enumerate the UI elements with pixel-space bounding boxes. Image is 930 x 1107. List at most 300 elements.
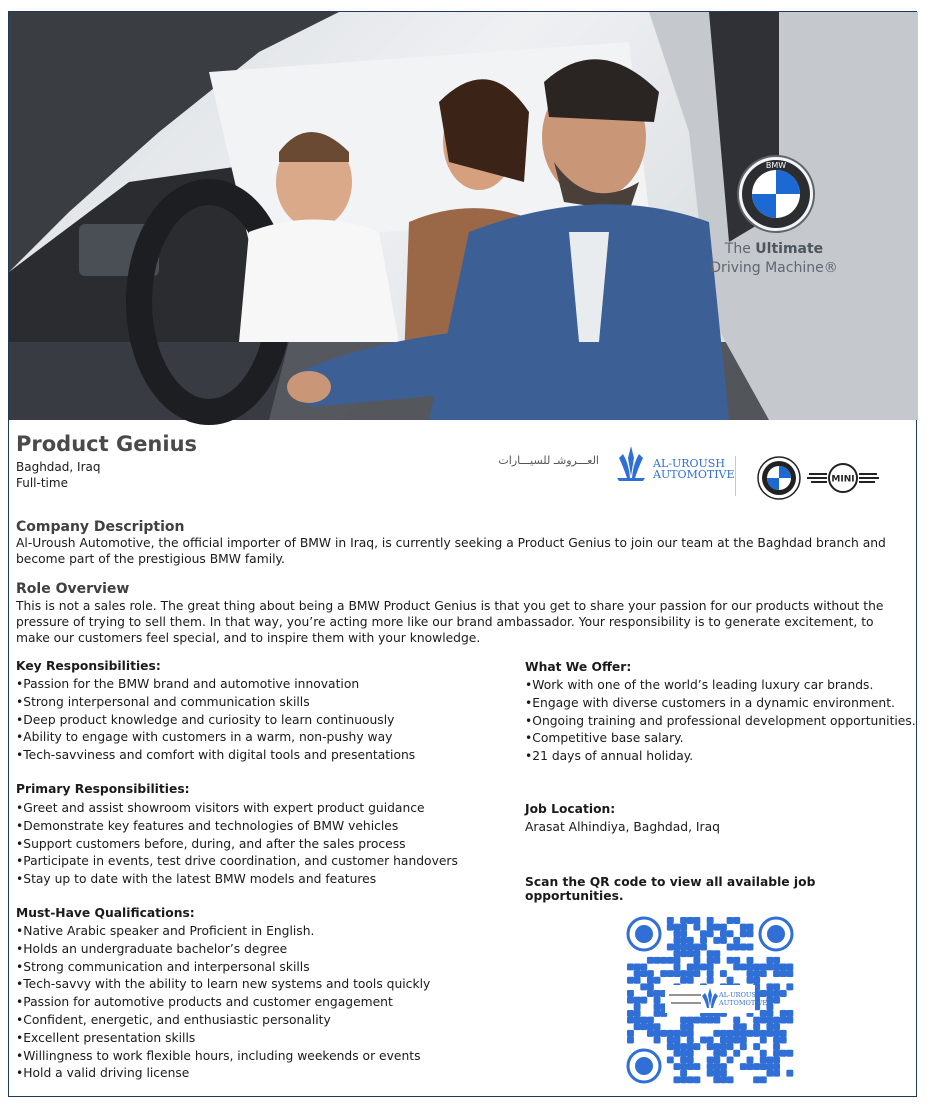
list-item: • Support customers before, during, and after the sales process xyxy=(16,836,458,854)
qr-module xyxy=(707,1037,714,1044)
qr-module xyxy=(766,1023,773,1030)
qr-module xyxy=(720,937,727,944)
qr-module xyxy=(773,1070,780,1077)
qr-module xyxy=(720,1050,727,1057)
qr-module xyxy=(680,1070,687,1077)
qr-module xyxy=(687,1043,694,1050)
qr-module xyxy=(733,1030,740,1037)
qr-module xyxy=(673,950,680,957)
qr-module xyxy=(673,944,680,951)
list-item: • Holds an undergraduate bachelor’s degree xyxy=(16,941,430,959)
company-text: Al-Uroush Automotive, the official importer of BMW in Iraq, is currently seeking a Product Genius to join our team at the Baghdad branch and become part of the prestigious BMW family. xyxy=(16,536,886,566)
qr-module xyxy=(687,1030,694,1037)
qr-module xyxy=(654,1010,661,1017)
qr-module xyxy=(740,1037,747,1044)
qr-module xyxy=(634,1017,641,1024)
primary-heading: Primary Responsibilities: xyxy=(16,782,190,796)
qr-module xyxy=(693,957,700,964)
qr-module xyxy=(647,957,654,964)
qr-module xyxy=(707,950,714,957)
list-item: • Hold a valid driving license xyxy=(16,1065,430,1083)
qr-module xyxy=(780,1037,787,1044)
svg-text:AL-UROUSH: AL-UROUSH xyxy=(719,991,762,999)
bmw-tagline: The Ultimate Driving Machine® xyxy=(710,241,838,276)
qr-module xyxy=(654,1023,661,1030)
qr-module xyxy=(680,970,687,977)
qr-module xyxy=(753,1043,760,1050)
qr-module xyxy=(713,1063,720,1070)
qr-module xyxy=(680,1043,687,1050)
qr-module xyxy=(647,977,654,984)
qr-module xyxy=(760,1037,767,1044)
qr-module xyxy=(760,1010,767,1017)
qr-module xyxy=(766,1056,773,1063)
qr-module xyxy=(766,990,773,997)
list-item: • Strong communication and interpersonal skills xyxy=(16,959,430,977)
qr-module xyxy=(707,1017,714,1024)
qr-module xyxy=(766,1010,773,1017)
list-item: • Excellent presentation skills xyxy=(16,1030,430,1048)
qr-module xyxy=(654,1003,661,1010)
qr-module xyxy=(707,970,714,977)
qr-module xyxy=(667,957,674,964)
qr-module xyxy=(647,970,654,977)
qr-module xyxy=(766,963,773,970)
qr-module xyxy=(747,977,754,984)
qr-code[interactable] xyxy=(627,917,793,1083)
qr-module xyxy=(773,1056,780,1063)
list-item: • Work with one of the world’s leading luxury car brands. xyxy=(525,677,916,695)
qr-module xyxy=(640,1023,647,1030)
qr-module xyxy=(667,1043,674,1050)
list-item: • Strong interpersonal and communication skills xyxy=(16,694,415,712)
qr-module xyxy=(753,963,760,970)
qr-module xyxy=(740,1023,747,1030)
qr-module xyxy=(773,983,780,990)
qr-module xyxy=(660,1030,667,1037)
must-list xyxy=(16,923,430,1083)
qr-module xyxy=(667,924,674,931)
qr-module xyxy=(667,1030,674,1037)
primary-list xyxy=(16,800,458,889)
list-item: • Ability to engage with customers in a warm, non-pushy way xyxy=(16,729,415,747)
posting-content xyxy=(9,420,918,1098)
qr-module xyxy=(647,1017,654,1024)
qr-module xyxy=(627,997,634,1004)
qr-module xyxy=(673,957,680,964)
qr-module xyxy=(760,1050,767,1057)
qr-module xyxy=(640,963,647,970)
qr-module xyxy=(680,1030,687,1037)
qr-module xyxy=(773,970,780,977)
qr-module xyxy=(780,1010,787,1017)
qr-module xyxy=(640,970,647,977)
qr-module xyxy=(760,1076,767,1083)
list-item: • Native Arabic speaker and Proficient in English. xyxy=(16,923,430,941)
qr-module xyxy=(687,970,694,977)
svg-text:AUTOMOTIVE: AUTOMOTIVE xyxy=(653,468,735,481)
qr-module xyxy=(766,1063,773,1070)
qr-module xyxy=(647,1030,654,1037)
hero-photo xyxy=(9,12,918,420)
qr-module xyxy=(700,963,707,970)
list-item: • Passion for automotive products and customer engagement xyxy=(16,994,430,1012)
qr-module xyxy=(733,1050,740,1057)
qr-module xyxy=(634,977,641,984)
qr-module xyxy=(786,963,793,970)
qr-module xyxy=(740,963,747,970)
qr-module xyxy=(687,963,694,970)
qr-module xyxy=(773,1063,780,1070)
qr-module xyxy=(673,963,680,970)
bmw-logo xyxy=(757,456,801,504)
qr-module xyxy=(640,1017,647,1024)
qr-module xyxy=(747,944,754,951)
qr-module xyxy=(647,1023,654,1030)
qr-module xyxy=(720,930,727,937)
qr-module xyxy=(766,997,773,1004)
qr-module xyxy=(673,937,680,944)
qr-module xyxy=(713,1017,720,1024)
qr-module xyxy=(766,1003,773,1010)
qr-module xyxy=(753,977,760,984)
qr-module xyxy=(760,970,767,977)
qr-module xyxy=(687,1023,694,1030)
qr-module xyxy=(680,917,687,924)
qr-module xyxy=(727,977,734,984)
list-item: • Willingness to work flexible hours, including weekends or events xyxy=(16,1048,430,1066)
qr-module xyxy=(753,1030,760,1037)
qr-module xyxy=(727,957,734,964)
qr-module xyxy=(747,1063,754,1070)
qr-module xyxy=(727,1076,734,1083)
qr-module xyxy=(680,930,687,937)
qr-module xyxy=(786,970,793,977)
qr-module xyxy=(740,1043,747,1050)
qr-module xyxy=(634,997,641,1004)
qr-module xyxy=(727,917,734,924)
qr-module xyxy=(773,1017,780,1024)
qr-module xyxy=(713,1070,720,1077)
qr-module xyxy=(634,970,641,977)
qr-module xyxy=(713,1043,720,1050)
job-title: Product Genius xyxy=(16,432,198,456)
qr-module xyxy=(720,1063,727,1070)
qr-module xyxy=(773,1023,780,1030)
qr-module xyxy=(673,1030,680,1037)
qr-module xyxy=(753,970,760,977)
qr-module xyxy=(707,957,714,964)
mini-logo xyxy=(807,462,879,498)
qr-module xyxy=(753,1023,760,1030)
list-item: • Participate in events, test drive coordination, and customer handovers xyxy=(16,853,458,871)
qr-module xyxy=(673,1050,680,1057)
qr-module xyxy=(760,1056,767,1063)
qr-module xyxy=(747,963,754,970)
qr-module xyxy=(707,1043,714,1050)
offer-heading: What We Offer: xyxy=(525,660,632,674)
qr-module xyxy=(720,1043,727,1050)
qr-module xyxy=(673,1037,680,1044)
qr-module xyxy=(713,924,720,931)
qr-module xyxy=(786,1010,793,1017)
qr-module xyxy=(727,1037,734,1044)
qr-module xyxy=(667,1037,674,1044)
qr-module xyxy=(786,1017,793,1024)
logo-divider xyxy=(735,456,736,496)
qr-module xyxy=(673,970,680,977)
qr-module xyxy=(766,983,773,990)
qr-module xyxy=(713,1076,720,1083)
role-text: This is not a sales role. The great thing about being a BMW Product Genius is that you get to share your passion for our products without the pressure of trying to sell them. In that way, you’re acting more like our brand ambassador. Your responsibility is to generate excitement, to make our customers feel special, and to inspire them with your knowledge. xyxy=(16,599,884,645)
qr-module xyxy=(740,930,747,937)
qr-module xyxy=(727,1056,734,1063)
qr-module xyxy=(720,1070,727,1077)
qr-module xyxy=(753,1063,760,1070)
qr-module xyxy=(627,1017,634,1024)
qr-module xyxy=(640,997,647,1004)
qr-module xyxy=(786,1070,793,1077)
svg-text:العـــروشـ للسيـــارات: العـــروشـ للسيـــارات xyxy=(498,454,599,467)
qr-module xyxy=(634,1010,641,1017)
qr-module xyxy=(627,1010,634,1017)
qr-module xyxy=(707,1063,714,1070)
qr-module xyxy=(766,1070,773,1077)
qr-module xyxy=(680,950,687,957)
key-list xyxy=(16,676,415,765)
qr-module xyxy=(733,963,740,970)
key-heading: Key Responsibilities: xyxy=(16,659,161,673)
qr-module xyxy=(753,1076,760,1083)
svg-text:MINI: MINI xyxy=(831,474,855,485)
qr-module xyxy=(707,1056,714,1063)
list-item: • Tech-savvy with the ability to learn new systems and tools quickly xyxy=(16,976,430,994)
qr-module xyxy=(680,944,687,951)
qr-module xyxy=(720,1030,727,1037)
qr-module xyxy=(627,963,634,970)
qr-module xyxy=(647,990,654,997)
qr-module xyxy=(747,1056,754,1063)
qr-module xyxy=(687,917,694,924)
qr-module xyxy=(673,1076,680,1083)
list-item: • Confident, energetic, and enthusiastic personality xyxy=(16,1012,430,1030)
qr-module xyxy=(713,937,720,944)
qr-module xyxy=(687,1017,694,1024)
qr-module xyxy=(687,977,694,984)
qr-module xyxy=(740,944,747,951)
qr-module xyxy=(660,970,667,977)
location-heading: Job Location: xyxy=(525,802,616,816)
qr-module xyxy=(707,930,714,937)
qr-module xyxy=(747,930,754,937)
qr-module xyxy=(680,1023,687,1030)
qr-module xyxy=(773,1030,780,1037)
qr-module xyxy=(753,1017,760,1024)
list-item: • Ongoing training and professional development opportunities. xyxy=(525,713,916,731)
qr-module xyxy=(693,950,700,957)
qr-module xyxy=(693,1017,700,1024)
list-item: • 21 days of annual holiday. xyxy=(525,748,916,766)
qr-module xyxy=(720,1076,727,1083)
role-heading: Role Overview xyxy=(16,581,130,597)
qr-module xyxy=(760,963,767,970)
list-item: • Competitive base salary. xyxy=(525,730,916,748)
job-location: Baghdad, Iraq xyxy=(16,460,101,474)
svg-text:AUTOMOTIVE: AUTOMOTIVE xyxy=(719,999,768,1007)
qr-module xyxy=(733,944,740,951)
qr-module xyxy=(773,990,780,997)
al-uroush-logo xyxy=(498,442,735,488)
qr-module xyxy=(747,970,754,977)
qr-module xyxy=(747,957,754,964)
job-posting-frame xyxy=(8,11,917,1097)
qr-module xyxy=(780,1017,787,1024)
qr-module xyxy=(654,997,661,1004)
svg-text:BMW: BMW xyxy=(765,161,787,170)
qr-module xyxy=(773,1043,780,1050)
qr-module xyxy=(780,1030,787,1037)
qr-module xyxy=(780,1050,787,1057)
qr-module xyxy=(693,944,700,951)
must-heading: Must-Have Qualifications: xyxy=(16,906,195,920)
qr-module xyxy=(627,990,634,997)
svg-text:AL-UROUSH: AL-UROUSH xyxy=(653,457,725,470)
qr-module xyxy=(733,1037,740,1044)
qr-module xyxy=(733,957,740,964)
qr-module xyxy=(733,1023,740,1030)
qr-module xyxy=(733,1017,740,1024)
qr-module xyxy=(687,1050,694,1057)
qr-module xyxy=(680,1050,687,1057)
qr-module xyxy=(680,1076,687,1083)
qr-module xyxy=(673,930,680,937)
qr-finder-top-right xyxy=(760,918,792,950)
qr-module xyxy=(660,957,667,964)
qr-module xyxy=(760,1030,767,1037)
qr-module xyxy=(773,997,780,1004)
qr-module xyxy=(693,1063,700,1070)
qr-module xyxy=(680,937,687,944)
qr-finder-top-left xyxy=(628,918,660,950)
qr-module xyxy=(740,1030,747,1037)
qr-module xyxy=(713,1030,720,1037)
qr-module xyxy=(654,977,661,984)
qr-module xyxy=(720,924,727,931)
qr-module xyxy=(740,924,747,931)
qr-module xyxy=(634,1023,641,1030)
list-item: • Passion for the BMW brand and automotive innovation xyxy=(16,676,415,694)
list-item: • Tech-savviness and comfort with digital tools and presentations xyxy=(16,747,415,765)
qr-module xyxy=(693,963,700,970)
location-text: Arasat Alhindiya, Baghdad, Iraq xyxy=(525,820,720,834)
qr-module xyxy=(766,1017,773,1024)
qr-module xyxy=(680,977,687,984)
qr-module xyxy=(707,963,714,970)
qr-module xyxy=(693,924,700,931)
qr-module xyxy=(760,1017,767,1024)
list-item: • Demonstrate key features and technologies of BMW vehicles xyxy=(16,818,458,836)
qr-module xyxy=(680,1017,687,1024)
qr-module xyxy=(647,983,654,990)
qr-module xyxy=(654,1037,661,1044)
qr-module xyxy=(727,1043,734,1050)
qr-module xyxy=(627,1037,634,1044)
qr-module xyxy=(727,944,734,951)
qr-module xyxy=(654,990,661,997)
list-item: • Deep product knowledge and curiosity to learn continuously xyxy=(16,712,415,730)
qr-module xyxy=(720,970,727,977)
qr-module xyxy=(766,957,773,964)
qr-module xyxy=(680,924,687,931)
qr-module xyxy=(700,1037,707,1044)
qr-module xyxy=(640,983,647,990)
qr-module xyxy=(693,1076,700,1083)
qr-module xyxy=(654,1030,661,1037)
qr-module xyxy=(627,1030,634,1037)
qr-module xyxy=(693,917,700,924)
qr-module xyxy=(786,983,793,990)
qr-module xyxy=(727,1030,734,1037)
company-heading: Company Description xyxy=(16,519,185,535)
qr-module xyxy=(733,917,740,924)
qr-module xyxy=(667,1056,674,1063)
qr-module xyxy=(707,977,714,984)
qr-module xyxy=(786,1050,793,1057)
qr-module xyxy=(707,917,714,924)
qr-module xyxy=(700,1017,707,1024)
qr-module xyxy=(687,937,694,944)
hero-illustration xyxy=(9,12,918,420)
qr-module xyxy=(766,1030,773,1037)
offer-list xyxy=(525,677,916,766)
qr-module xyxy=(687,1063,694,1070)
qr-module xyxy=(760,1063,767,1070)
qr-module xyxy=(687,950,694,957)
qr-module xyxy=(713,1056,720,1063)
qr-module xyxy=(693,970,700,977)
qr-module xyxy=(713,957,720,964)
qr-finder-bottom-left xyxy=(628,1050,660,1082)
qr-module xyxy=(627,977,634,984)
qr-module xyxy=(733,937,740,944)
qr-module xyxy=(747,1030,754,1037)
qr-module xyxy=(680,1063,687,1070)
qr-module xyxy=(720,1037,727,1044)
qr-module xyxy=(780,970,787,977)
qr-module xyxy=(773,957,780,964)
qr-caption: Scan the QR code to view all available job opportunities. xyxy=(525,875,816,903)
qr-module xyxy=(634,963,641,970)
qr-module xyxy=(700,930,707,937)
list-item: • Engage with diverse customers in a dynamic environment. xyxy=(525,695,916,713)
qr-module xyxy=(667,917,674,924)
qr-module xyxy=(713,1050,720,1057)
qr-module xyxy=(673,1043,680,1050)
qr-module xyxy=(693,1043,700,1050)
qr-module xyxy=(747,924,754,931)
qr-module xyxy=(773,1050,780,1057)
qr-module xyxy=(673,1063,680,1070)
qr-module xyxy=(634,1003,641,1010)
qr-module xyxy=(687,944,694,951)
qr-module xyxy=(713,950,720,957)
qr-module xyxy=(673,924,680,931)
qr-module xyxy=(687,1056,694,1063)
qr-module xyxy=(740,1063,747,1070)
list-item: • Greet and assist showroom visitors with expert product guidance xyxy=(16,800,458,818)
qr-module xyxy=(780,963,787,970)
qr-module xyxy=(707,1070,714,1077)
